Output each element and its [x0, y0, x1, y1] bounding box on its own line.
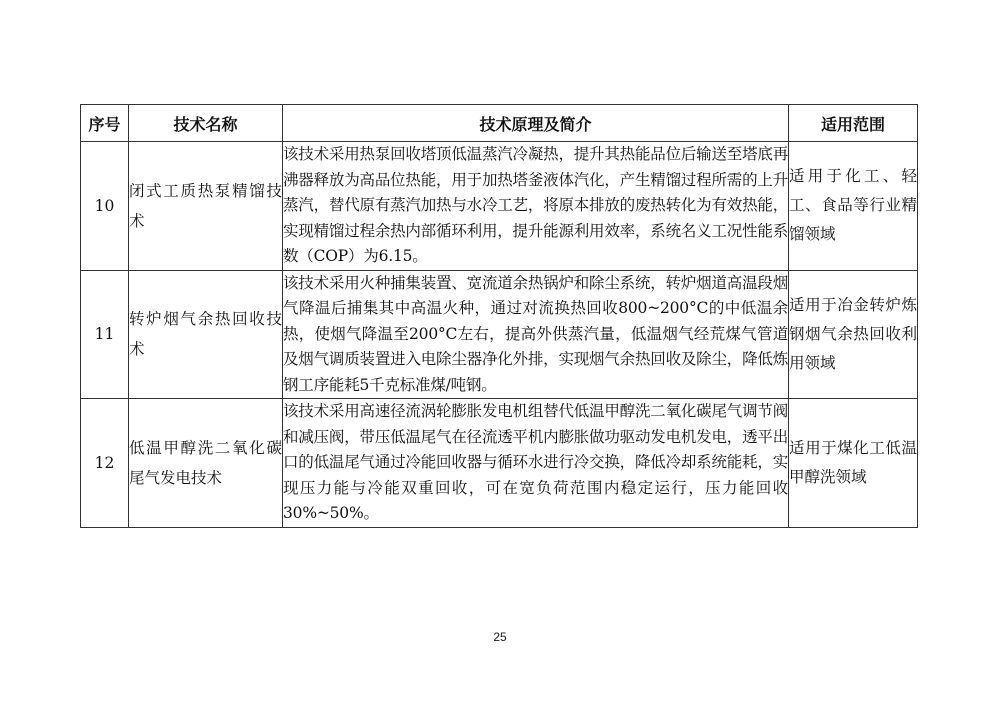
- table-row: [81, 399, 918, 528]
- header-applicable-scope: 适用范围: [789, 105, 918, 142]
- header-technology-name: 技术名称: [129, 105, 283, 142]
- table-row: [81, 270, 918, 399]
- cell-technology-description: 该技术采用火种捕集装置、宽流道余热锅炉和除尘系统，转炉烟道高温段烟气降温后捕集其中高温火种，通过对流换热回收800~200°C的中低温余热，使烟气降温至200°C左右，提高外供蒸汽量，低温烟气经荒煤气管道及烟气调质装置进入电除尘器净化外排，实现烟气余热回收及除尘，降低炼钢工序能耗5千克标准煤/吨钢。: [283, 270, 789, 399]
- cell-technology-description: 该技术采用高速径流涡轮膨胀发电机组替代低温甲醇洗二氧化碳尾气调节阀和减压阀，带压低温尾气在径流透平机内膨胀做功驱动发电机发电，透平出口的低温尾气通过冷能回收器与循环水进行冷交换，降低冷却系统能耗，实现压力能与冷能双重回收，可在宽负荷范围内稳定运行，压力能回收30%~50%。: [283, 399, 789, 528]
- cell-technology-name: 转炉烟气余热回收技术: [129, 270, 283, 399]
- cell-applicable-scope: 适用于化工、轻工、食品等行业精馏领域: [789, 142, 918, 271]
- cell-technology-description: 该技术采用热泵回收塔顶低温蒸汽冷凝热，提升其热能品位后输送至塔底再沸器释放为高品位热能，用于加热塔釜液体汽化，产生精馏过程所需的上升蒸汽，替代原有蒸汽加热与水冷工艺，将原本排放的废热转化为有效热能，实现精馏过程余热内部循环利用，提升能源利用效率，系统名义工况性能系数（COP）为6.15。: [283, 142, 789, 271]
- table-header-row: [81, 105, 918, 142]
- cell-technology-name: 闭式工质热泵精馏技术: [129, 142, 283, 271]
- cell-technology-name: 低温甲醇洗二氧化碳尾气发电技术: [129, 399, 283, 528]
- header-technology-description: 技术原理及简介: [283, 105, 789, 142]
- cell-serial-number: 10: [81, 142, 129, 271]
- cell-serial-number: 11: [81, 270, 129, 399]
- page-number: 25: [493, 630, 507, 644]
- table-row: [81, 142, 918, 271]
- cell-serial-number: 12: [81, 399, 129, 528]
- technology-table: [80, 104, 918, 528]
- header-serial-number: 序号: [81, 105, 129, 142]
- cell-applicable-scope: 适用于煤化工低温甲醇洗领域: [789, 399, 918, 528]
- cell-applicable-scope: 适用于冶金转炉炼钢烟气余热回收利用领域: [789, 270, 918, 399]
